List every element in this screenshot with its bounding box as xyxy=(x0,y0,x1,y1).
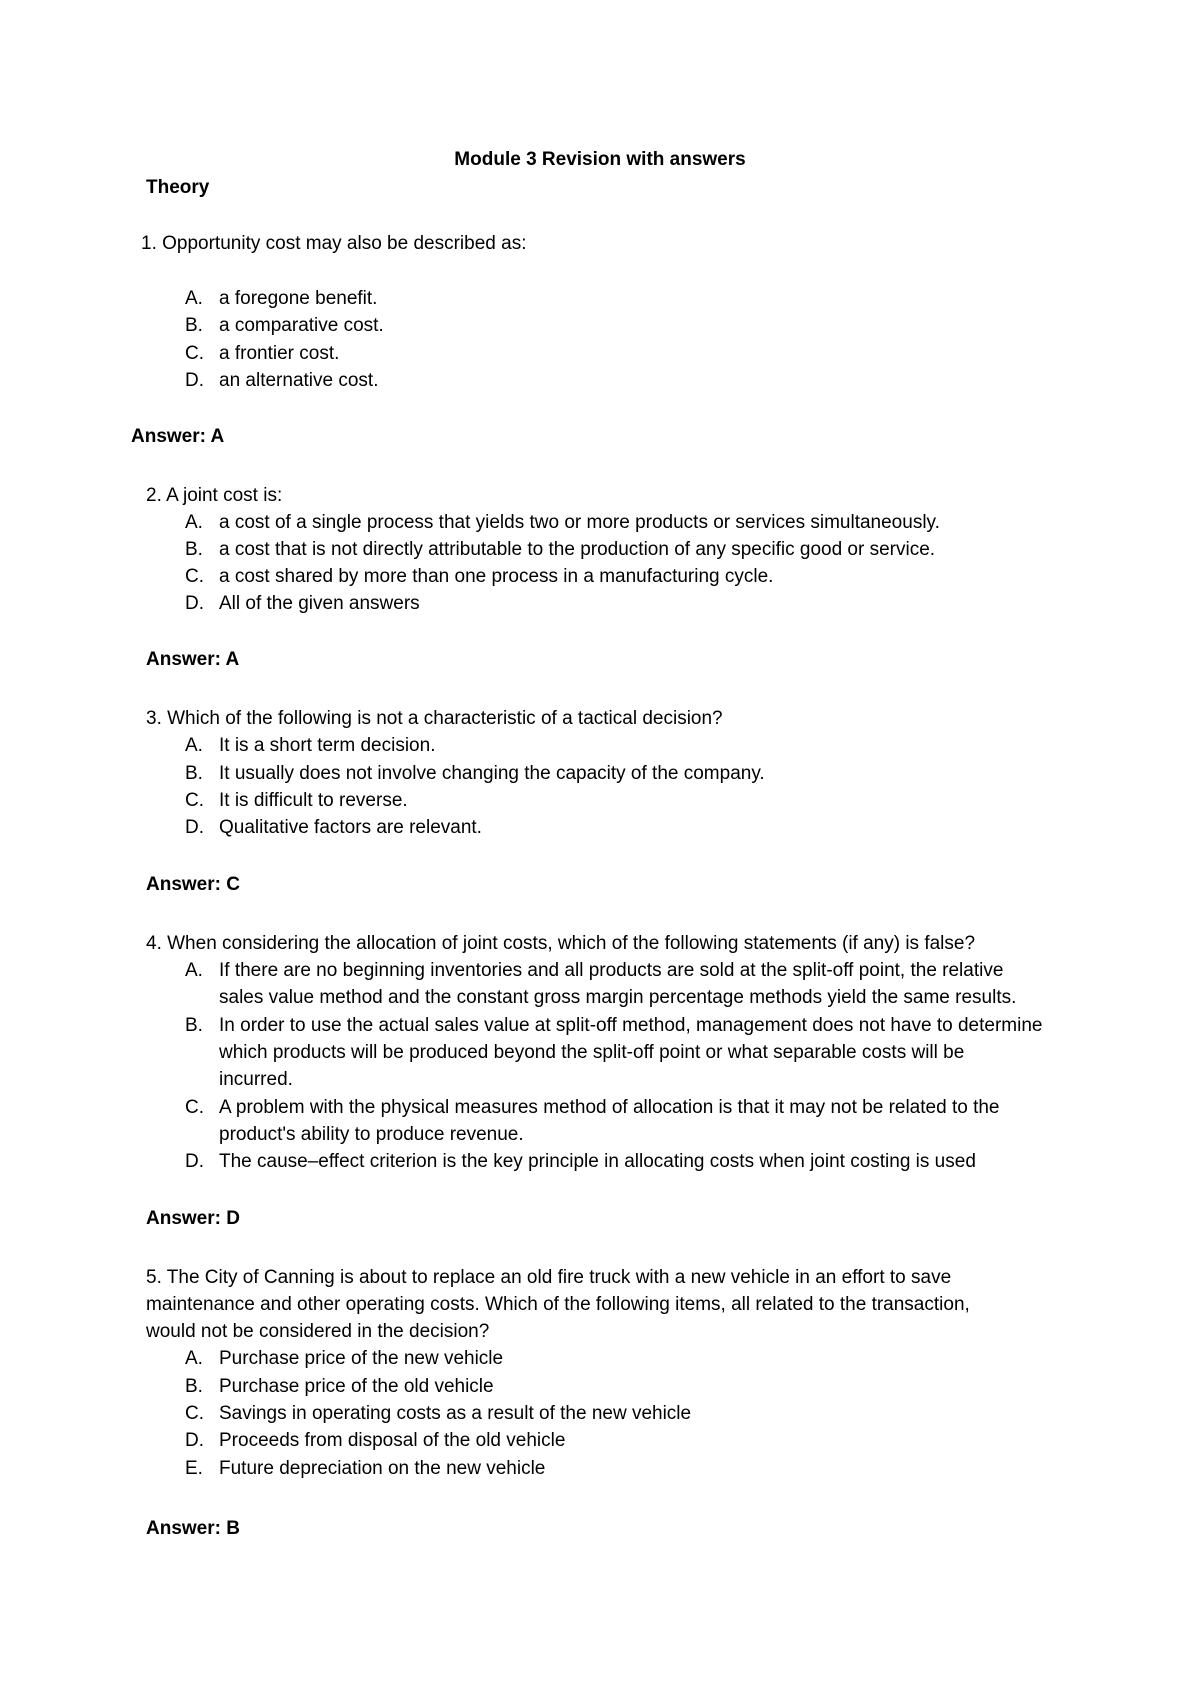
question-2-option-d: D. All of the given answers xyxy=(185,593,420,614)
question-4-option-a: A. If there are no beginning inventories and all products are sold at the split-off point, the relative xyxy=(185,960,1004,981)
question-4-option-c: C. A problem with the physical measures method of allocation is that it may not be related to the xyxy=(185,1097,1000,1118)
question-5-option-a: A. Purchase price of the new vehicle xyxy=(185,1348,504,1369)
question-4-option-a-line-2: sales value method and the constant gross margin percentage methods yield the same results. xyxy=(219,987,1017,1008)
question-4-option-d: D. The cause–effect criterion is the key principle in allocating costs when joint costing is used xyxy=(185,1151,976,1172)
question-2-option-b: B. a cost that is not directly attributable to the production of any specific good or service. xyxy=(185,539,936,560)
question-5-option-c: C. Savings in operating costs as a result of the new vehicle xyxy=(185,1403,692,1424)
question-5-answer: Answer: B xyxy=(146,1518,240,1539)
question-5-stem-line-2: maintenance and other operating costs. Which of the following items, all related to the transaction, xyxy=(146,1294,970,1315)
question-2-answer: Answer: A xyxy=(146,649,240,670)
question-3-option-c: C. It is difficult to reverse. xyxy=(185,790,408,811)
question-2-stem: 2. A joint cost is: xyxy=(146,485,283,506)
question-5-stem-line-3: would not be considered in the decision? xyxy=(146,1321,490,1342)
question-3-option-d: D. Qualitative factors are relevant. xyxy=(185,817,482,838)
question-4-answer: Answer: D xyxy=(146,1208,240,1229)
question-1-stem: 1. Opportunity cost may also be described as: xyxy=(141,233,527,254)
question-4-option-c-line-2: product's ability to produce revenue. xyxy=(219,1124,524,1145)
question-5-option-e: E. Future depreciation on the new vehicle xyxy=(185,1458,546,1479)
question-1-option-b: B. a comparative cost. xyxy=(185,315,384,336)
question-5-option-d: D. Proceeds from disposal of the old vehicle xyxy=(185,1430,566,1451)
question-2-option-c: C. a cost shared by more than one process in a manufacturing cycle. xyxy=(185,566,774,587)
question-1-option-d: D. an alternative cost. xyxy=(185,370,379,391)
question-3-answer: Answer: C xyxy=(146,874,240,895)
question-3-stem: 3. Which of the following is not a characteristic of a tactical decision? xyxy=(146,708,723,729)
question-4-option-b-line-3: incurred. xyxy=(219,1069,293,1090)
question-4-stem: 4. When considering the allocation of joint costs, which of the following statements (if any) is false? xyxy=(146,933,976,954)
question-2-option-a: A. a cost of a single process that yields two or more products or services simultaneously. xyxy=(185,512,940,533)
question-1-option-a: A. a foregone benefit. xyxy=(185,288,378,309)
question-1-answer: Answer: A xyxy=(131,426,225,447)
question-1-option-c: C. a frontier cost. xyxy=(185,343,340,364)
question-3-option-a: A. It is a short term decision. xyxy=(185,735,436,756)
page-title: Module 3 Revision with answers xyxy=(454,149,746,170)
question-5-stem: 5. The City of Canning is about to replace an old fire truck with a new vehicle in an effort to save xyxy=(146,1267,952,1288)
question-3-option-b: B. It usually does not involve changing the capacity of the company. xyxy=(185,763,765,784)
section-heading: Theory xyxy=(146,177,210,198)
question-4-option-b-line-2: which products will be produced beyond the split-off point or what separable costs will be xyxy=(219,1042,965,1063)
question-5-option-b: B. Purchase price of the old vehicle xyxy=(185,1376,494,1397)
question-4-option-b: B. In order to use the actual sales value at split-off method, management does not have to determine xyxy=(185,1015,1043,1036)
